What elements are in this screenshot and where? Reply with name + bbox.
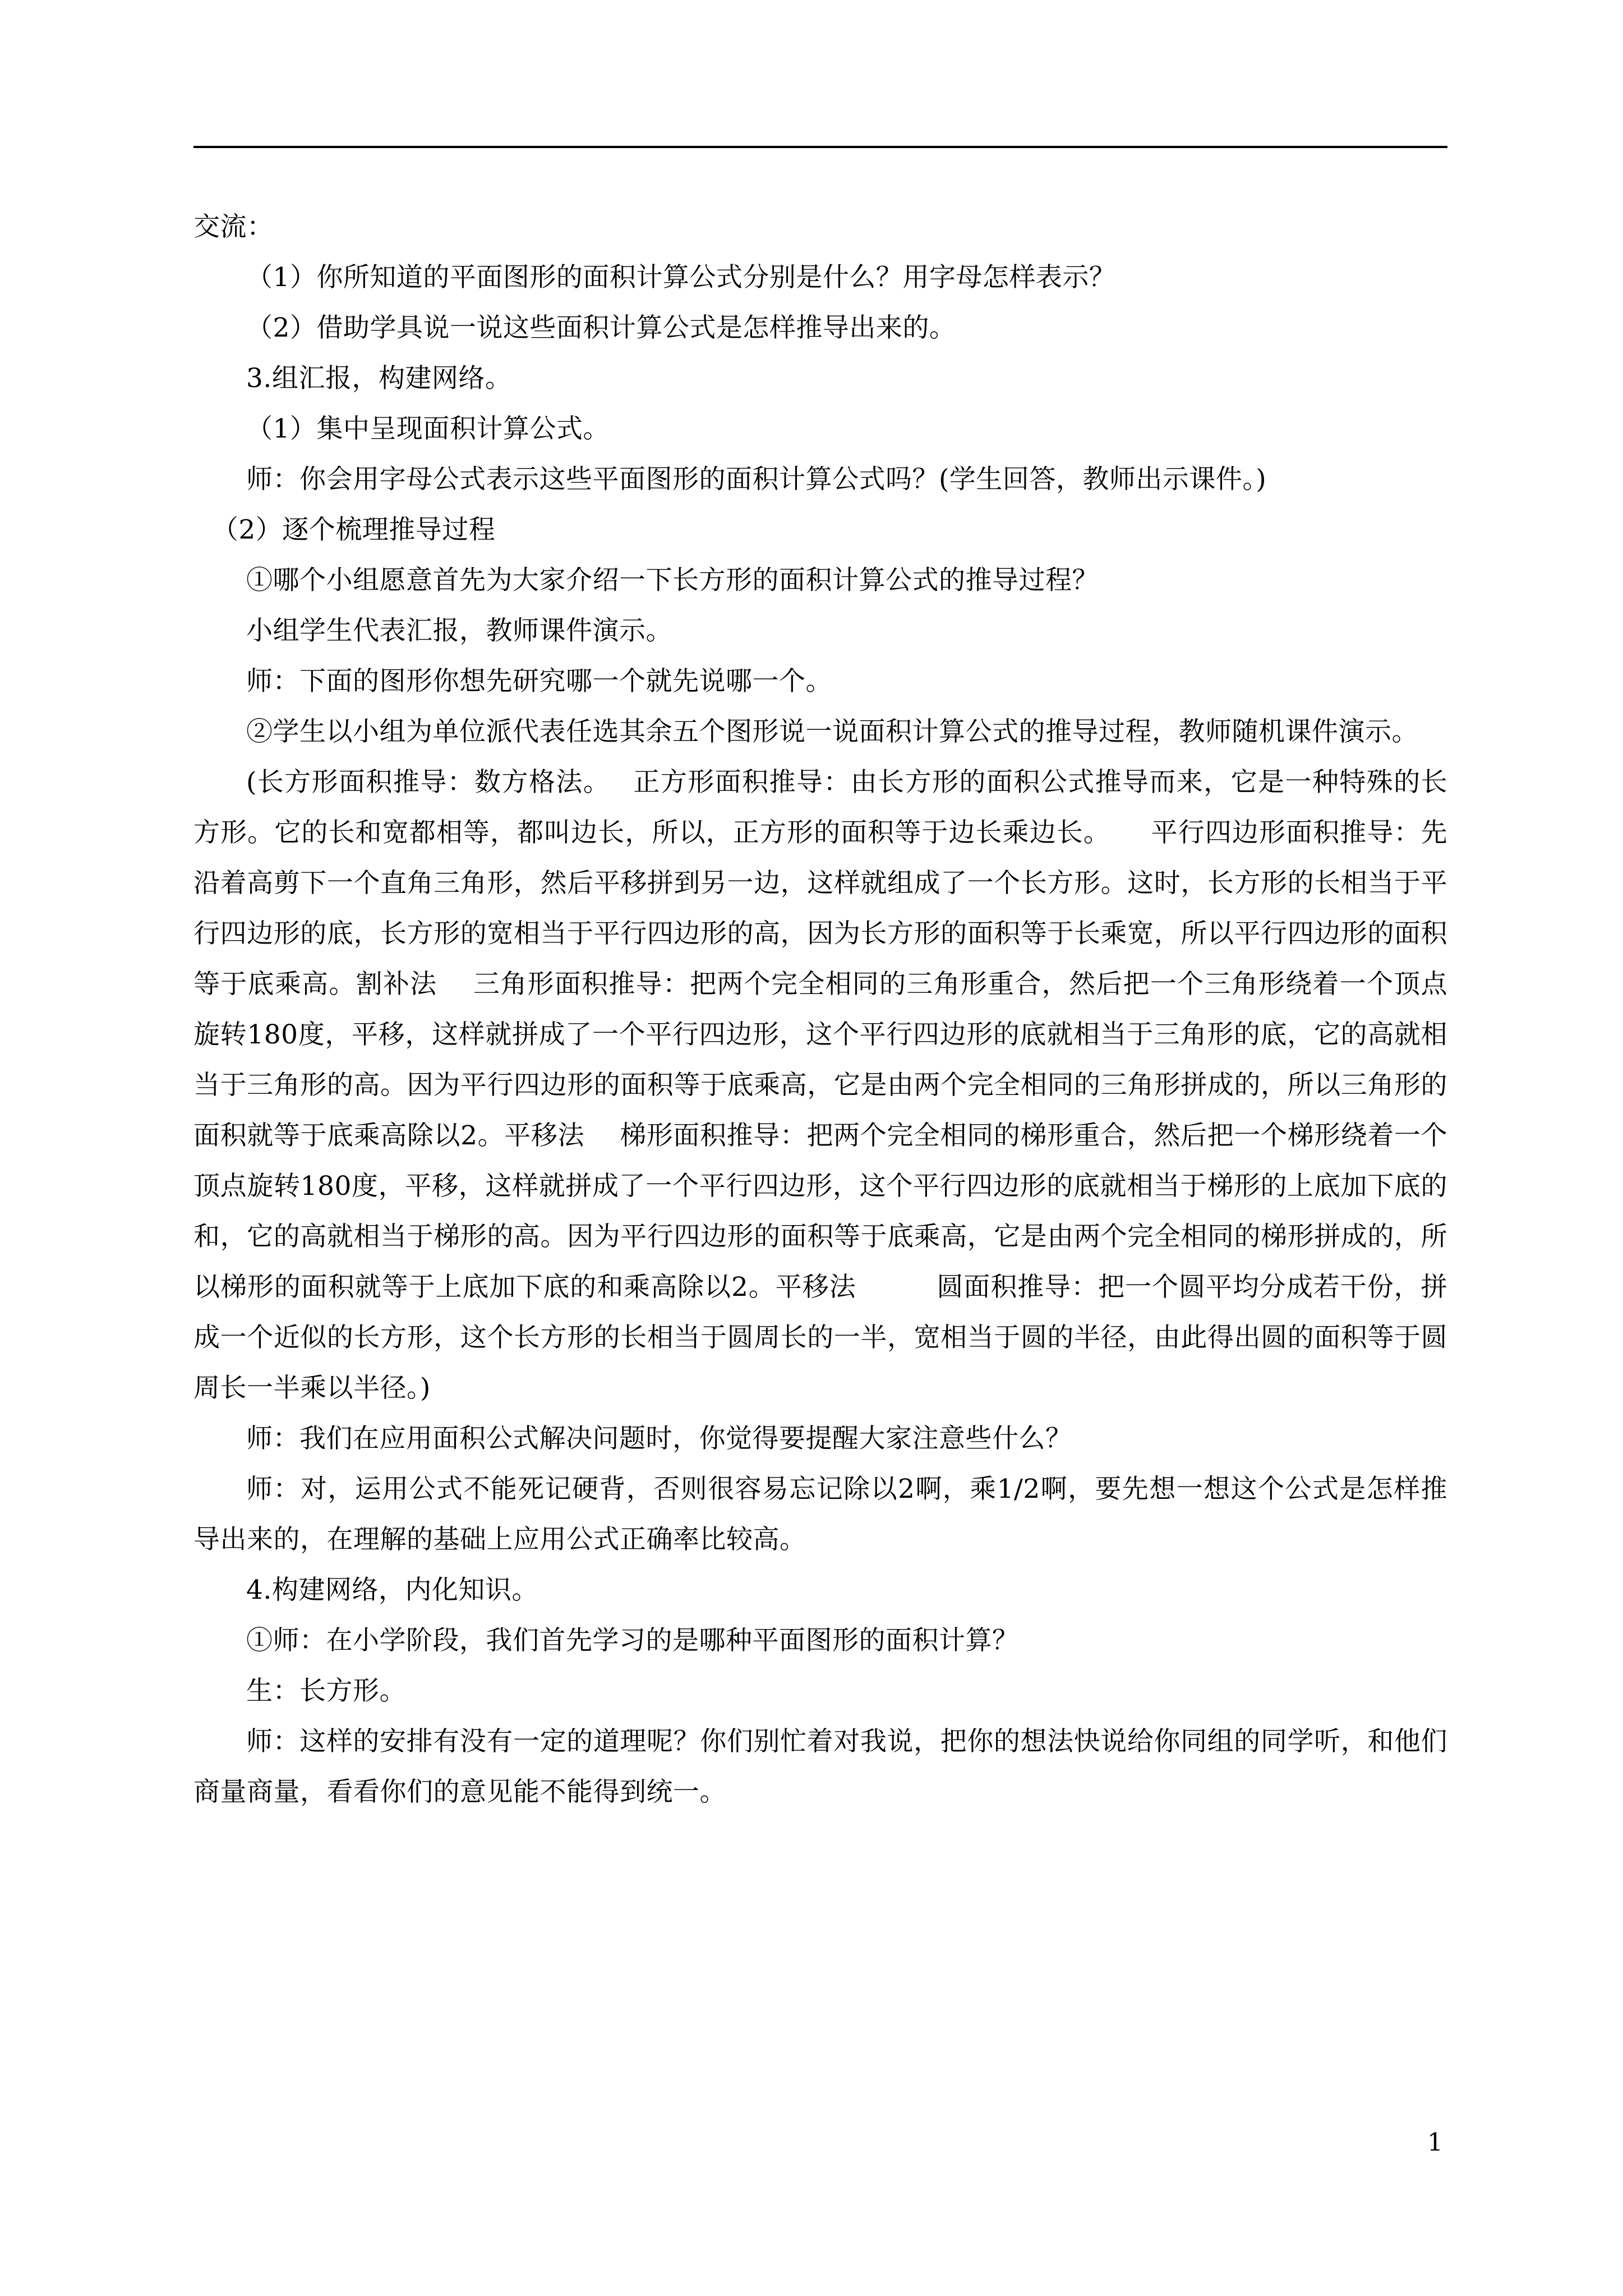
paragraph: （2）逐个梳理推导过程 bbox=[211, 514, 496, 545]
header-rule bbox=[193, 146, 1447, 148]
paragraph: （2）借助学具说一说这些面积计算公式是怎样推导出来的。 bbox=[246, 312, 956, 343]
paragraph: ②学生以小组为单位派代表任选其余五个图形说一说面积计算公式的推导过程，教师随机课件演示。 bbox=[246, 716, 1418, 747]
paragraph: 师：这样的安排有没有一定的道理呢？你们别忙着对我说，把你的想法快说给你同组的同学听，和他们商量商量，看看你们的意见能不能得到统一。 bbox=[193, 1726, 1447, 1807]
paragraph: 4.构建网络，内化知识。 bbox=[246, 1575, 538, 1605]
paragraph: 3.组汇报，构建网络。 bbox=[246, 363, 512, 394]
paragraph: (长方形面积推导：数方格法。 正方形面积推导：由长方形的面积公式推导而来，它是一种特殊的长方形。它的长和宽都相等，都叫边长，所以，正方形的面积等于边长乘边长。 平行四边形面积推导：先沿着高剪下一个直角三角形，然后平移拼到另一边，这样就组成了一个长方形。这时，长方形的长相当于平行四边形的底，长方形的宽相当于平行四边形的高，因为长方形的面积等于长乘宽，所以平行四边形的面积等于底乘高。割补法 三角形面积推导：把两个完全相同的三角形重合，然后把一个三角形绕着一个顶点旋转180度，平移，这样就拼成了一个平行四边形，这个平行四边形的底就相当于三角形的底，它的高就相当于三角形的高。因为平行四边形的面积等于底乘高，它是由两个完全相同的三角形拼成的，所以三角形的面积就等于底乘高除以2。平移法 梯形面积推导：把两个完全相同的梯形重合，然后把一个梯形绕着一个顶点旋转180度，平移，这样就拼成了一个平行四边形，这个平行四边形的底就相当于梯形的上底加下底的和，它的高就相当于梯形的高。因为平行四边形的面积等于底乘高，它是由两个完全相同的梯形拼成的，所以梯形的面积就等于上底加下底的和乘高除以2。平移法 圆面积推导：把一个圆平均分成若干份，拼成一个近似的长方形，这个长方形的长相当于圆周长的一半，宽相当于圆的半径，由此得出圆的面积等于圆周长一半乘以半径。) bbox=[193, 767, 1447, 1404]
paragraph: 小组学生代表汇报，教师课件演示。 bbox=[246, 615, 672, 646]
paragraph: ①哪个小组愿意首先为大家介绍一下长方形的面积计算公式的推导过程？ bbox=[246, 565, 1099, 596]
paragraph: 师：下面的图形你想先研究哪一个就先说哪一个。 bbox=[246, 666, 832, 697]
paragraph: 生：长方形。 bbox=[246, 1676, 406, 1706]
paragraph: （1）集中呈现面积计算公式。 bbox=[246, 413, 610, 444]
paragraph: （1）你所知道的平面图形的面积计算公式分别是什么？用字母怎样表示？ bbox=[246, 262, 1116, 293]
paragraph: 师：你会用字母公式表示这些平面图形的面积计算公式吗？(学生回答，教师出示课件。) bbox=[246, 464, 1267, 495]
page-number: 1 bbox=[1427, 2128, 1443, 2157]
paragraph: ①师：在小学阶段，我们首先学习的是哪种平面图形的面积计算？ bbox=[246, 1625, 1019, 1656]
paragraph: 师：我们在应用面积公式解决问题时，你觉得要提醒大家注意些什么？ bbox=[246, 1423, 1072, 1454]
paragraph: 师：对，运用公式不能死记硬背，否则很容易忘记除以2啊，乘1/2啊，要先想一想这个公式是怎样推导出来的，在理解的基础上应用公式正确率比较高。 bbox=[193, 1474, 1447, 1555]
paragraph: 交流： bbox=[193, 211, 274, 242]
document-body bbox=[193, 202, 1447, 1818]
